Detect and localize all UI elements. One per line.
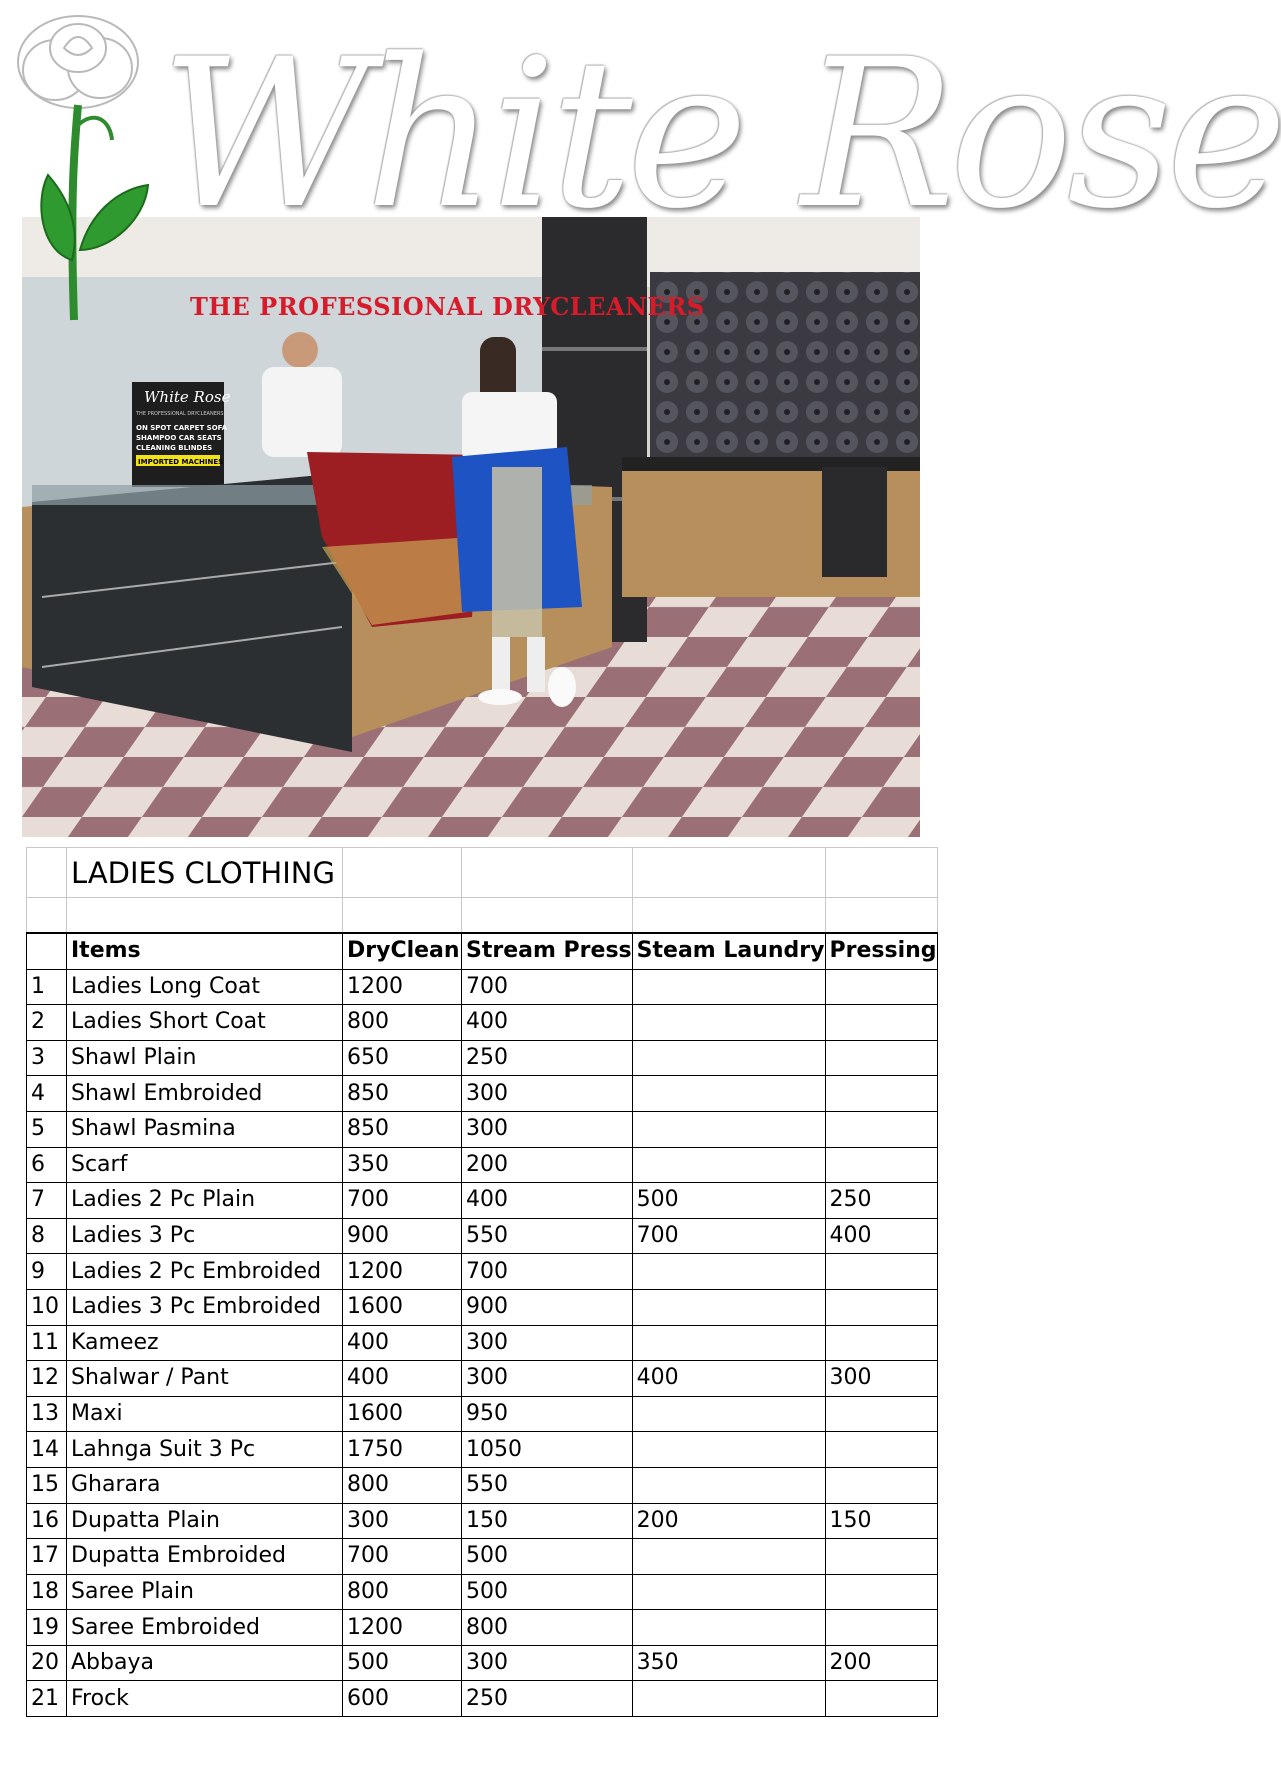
table-row <box>27 1005 938 1041</box>
sign-line-1: ON SPOT CARPET SOFA <box>136 424 228 432</box>
dryclean-price: 800 <box>343 1574 462 1610</box>
table-row <box>27 1681 938 1717</box>
row-number: 9 <box>27 1254 67 1290</box>
pressing-price <box>825 969 937 1005</box>
steam-laundry-price <box>632 1147 825 1183</box>
item-name: Shawl Embroided <box>67 1076 343 1112</box>
table-row <box>27 1183 938 1219</box>
table-row <box>27 1396 938 1432</box>
dryclean-price: 650 <box>343 1040 462 1076</box>
stream-press-price: 500 <box>462 1574 633 1610</box>
pressing-price <box>825 1574 937 1610</box>
pressing-price <box>825 1325 937 1361</box>
brand-logo <box>0 0 1281 340</box>
dryclean-price: 900 <box>343 1218 462 1254</box>
dryclean-price: 500 <box>343 1645 462 1681</box>
item-name: Lahnga Suit 3 Pc <box>67 1432 343 1468</box>
table-row <box>27 1325 938 1361</box>
steam-laundry-price <box>632 1076 825 1112</box>
dryclean-price: 1750 <box>343 1432 462 1468</box>
table-row <box>27 1539 938 1575</box>
steam-laundry-price: 500 <box>632 1183 825 1219</box>
sign-logo: White Rose <box>144 388 231 406</box>
table-row <box>27 1361 938 1397</box>
table-header-row <box>27 933 938 969</box>
col-header-steam-laundry: Steam Laundry <box>632 933 825 969</box>
item-name: Saree Embroided <box>67 1610 343 1646</box>
row-number: 1 <box>27 969 67 1005</box>
dryclean-price: 700 <box>343 1539 462 1575</box>
table-row <box>27 1076 938 1112</box>
steam-laundry-price <box>632 1467 825 1503</box>
item-name: Shawl Pasmina <box>67 1111 343 1147</box>
row-number: 13 <box>27 1396 67 1432</box>
table-row <box>27 1147 938 1183</box>
row-number: 19 <box>27 1610 67 1646</box>
steam-laundry-price <box>632 1539 825 1575</box>
item-name: Saree Plain <box>67 1574 343 1610</box>
pressing-price: 300 <box>825 1361 937 1397</box>
steam-laundry-price <box>632 1111 825 1147</box>
pressing-price <box>825 1076 937 1112</box>
steam-laundry-price <box>632 1681 825 1717</box>
steam-laundry-price <box>632 1005 825 1041</box>
table-row <box>27 1432 938 1468</box>
table-row <box>27 1218 938 1254</box>
dryclean-price: 400 <box>343 1325 462 1361</box>
sign-line-2: SHAMPOO CAR SEATS <box>136 434 222 442</box>
steam-laundry-price <box>632 969 825 1005</box>
row-number: 15 <box>27 1467 67 1503</box>
item-name: Ladies 2 Pc Embroided <box>67 1254 343 1290</box>
item-name: Shawl Plain <box>67 1040 343 1076</box>
row-number: 16 <box>27 1503 67 1539</box>
row-number: 4 <box>27 1076 67 1112</box>
table-row <box>27 1040 938 1076</box>
row-number: 14 <box>27 1432 67 1468</box>
item-name: Abbaya <box>67 1645 343 1681</box>
table-row <box>27 1503 938 1539</box>
pressing-price <box>825 1111 937 1147</box>
dryclean-price: 800 <box>343 1005 462 1041</box>
row-number: 21 <box>27 1681 67 1717</box>
steam-laundry-price <box>632 1325 825 1361</box>
item-name: Ladies Long Coat <box>67 969 343 1005</box>
stream-press-price: 1050 <box>462 1432 633 1468</box>
table-row <box>27 1289 938 1325</box>
stream-press-price: 300 <box>462 1076 633 1112</box>
pressing-price: 150 <box>825 1503 937 1539</box>
steam-laundry-price: 400 <box>632 1361 825 1397</box>
pressing-price <box>825 1539 937 1575</box>
item-name: Dupatta Embroided <box>67 1539 343 1575</box>
item-name: Ladies 3 Pc Embroided <box>67 1289 343 1325</box>
dryclean-price: 1200 <box>343 1254 462 1290</box>
stream-press-price: 700 <box>462 969 633 1005</box>
item-name: Ladies 3 Pc <box>67 1218 343 1254</box>
item-name: Shalwar / Pant <box>67 1361 343 1397</box>
table-row <box>27 1574 938 1610</box>
dryclean-price: 600 <box>343 1681 462 1717</box>
row-number: 6 <box>27 1147 67 1183</box>
pressing-price <box>825 1681 937 1717</box>
spacer-row <box>27 898 938 934</box>
row-number: 20 <box>27 1645 67 1681</box>
sign-highlight: IMPORTED MACHINES <box>138 458 224 466</box>
row-number: 5 <box>27 1111 67 1147</box>
stream-press-price: 500 <box>462 1539 633 1575</box>
stream-press-price: 700 <box>462 1254 633 1290</box>
steam-laundry-price <box>632 1289 825 1325</box>
dryclean-price: 850 <box>343 1111 462 1147</box>
item-name: Gharara <box>67 1467 343 1503</box>
dryclean-price: 1600 <box>343 1396 462 1432</box>
dryclean-price: 700 <box>343 1183 462 1219</box>
dryclean-price: 1200 <box>343 969 462 1005</box>
item-name: Scarf <box>67 1147 343 1183</box>
dryclean-price: 1200 <box>343 1610 462 1646</box>
stream-press-price: 300 <box>462 1361 633 1397</box>
table-row <box>27 1254 938 1290</box>
row-number: 3 <box>27 1040 67 1076</box>
pressing-price <box>825 1432 937 1468</box>
item-name: Kameez <box>67 1325 343 1361</box>
table-row <box>27 1610 938 1646</box>
table-row <box>27 1111 938 1147</box>
col-header-items: Items <box>67 933 343 969</box>
pressing-price <box>825 1610 937 1646</box>
item-name: Ladies Short Coat <box>67 1005 343 1041</box>
section-title-row <box>27 848 938 898</box>
pressing-price <box>825 1289 937 1325</box>
pressing-price <box>825 1396 937 1432</box>
pressing-price <box>825 1040 937 1076</box>
row-number: 11 <box>27 1325 67 1361</box>
sign-small: THE PROFESSIONAL DRYCLEANERS <box>136 411 224 417</box>
row-number: 2 <box>27 1005 67 1041</box>
row-number: 10 <box>27 1289 67 1325</box>
stream-press-price: 550 <box>462 1218 633 1254</box>
pressing-price: 200 <box>825 1645 937 1681</box>
price-table <box>26 847 938 1717</box>
pressing-price <box>825 1254 937 1290</box>
pressing-price: 400 <box>825 1218 937 1254</box>
stream-press-price: 900 <box>462 1289 633 1325</box>
stream-press-price: 250 <box>462 1040 633 1076</box>
table-row <box>27 1467 938 1503</box>
col-header-stream-press: Stream Press <box>462 933 633 969</box>
stream-press-price: 550 <box>462 1467 633 1503</box>
pressing-price <box>825 1467 937 1503</box>
row-number: 7 <box>27 1183 67 1219</box>
steam-laundry-price <box>632 1396 825 1432</box>
row-number: 18 <box>27 1574 67 1610</box>
pressing-price <box>825 1147 937 1183</box>
rose-icon <box>0 0 160 330</box>
item-name: Frock <box>67 1681 343 1717</box>
table-row <box>27 969 938 1005</box>
steam-laundry-price <box>632 1040 825 1076</box>
brand-title: White Rose <box>160 16 1281 254</box>
sign-line-3: CLEANING BLINDES <box>136 444 213 452</box>
stream-press-price: 950 <box>462 1396 633 1432</box>
pressing-price: 250 <box>825 1183 937 1219</box>
row-number: 8 <box>27 1218 67 1254</box>
dryclean-price: 400 <box>343 1361 462 1397</box>
stream-press-price: 400 <box>462 1005 633 1041</box>
steam-laundry-price <box>632 1574 825 1610</box>
col-header-pressing: Pressing <box>825 933 937 969</box>
dryclean-price: 350 <box>343 1147 462 1183</box>
header-banner <box>0 0 1281 840</box>
col-header-dryclean: DryClean <box>343 933 462 969</box>
stream-press-price: 200 <box>462 1147 633 1183</box>
stream-press-price: 250 <box>462 1681 633 1717</box>
stream-press-price: 400 <box>462 1183 633 1219</box>
stream-press-price: 300 <box>462 1111 633 1147</box>
stream-press-price: 150 <box>462 1503 633 1539</box>
pressing-price <box>825 1005 937 1041</box>
item-name: Ladies 2 Pc Plain <box>67 1183 343 1219</box>
section-title: LADIES CLOTHING <box>67 848 343 898</box>
item-name: Dupatta Plain <box>67 1503 343 1539</box>
steam-laundry-price: 700 <box>632 1218 825 1254</box>
table-row <box>27 1645 938 1681</box>
dryclean-price: 300 <box>343 1503 462 1539</box>
dryclean-price: 850 <box>343 1076 462 1112</box>
steam-laundry-price <box>632 1432 825 1468</box>
brand-tagline: THE PROFESSIONAL DRYCLEANERS <box>190 292 705 321</box>
row-number: 17 <box>27 1539 67 1575</box>
stream-press-price: 800 <box>462 1610 633 1646</box>
stream-press-price: 300 <box>462 1325 633 1361</box>
steam-laundry-price: 200 <box>632 1503 825 1539</box>
stream-press-price: 300 <box>462 1645 633 1681</box>
row-number: 12 <box>27 1361 67 1397</box>
steam-laundry-price <box>632 1610 825 1646</box>
steam-laundry-price <box>632 1254 825 1290</box>
dryclean-price: 1600 <box>343 1289 462 1325</box>
item-name: Maxi <box>67 1396 343 1432</box>
steam-laundry-price: 350 <box>632 1645 825 1681</box>
dryclean-price: 800 <box>343 1467 462 1503</box>
